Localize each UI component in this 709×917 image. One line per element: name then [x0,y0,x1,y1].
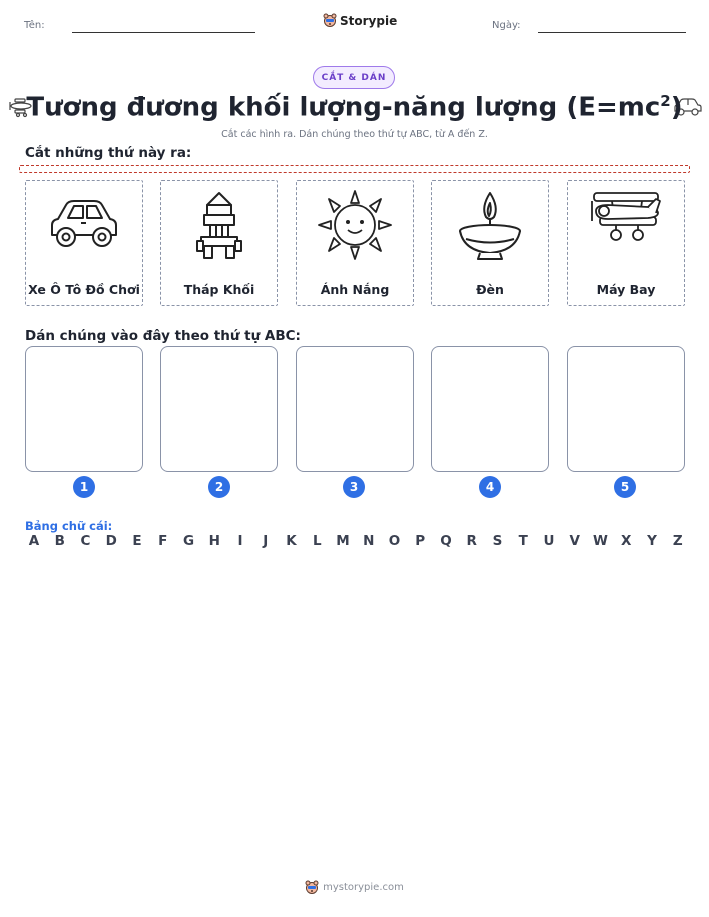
sun-icon [315,189,395,261]
airplane-icon [586,189,666,249]
paste-slot-2[interactable] [160,346,278,472]
name-line [72,32,255,33]
card-label: Đèn [476,282,504,297]
alphabet-letter: I [237,533,243,549]
storypie-mascot-icon [305,880,319,895]
page-title: Tương đương khối lượng-năng lượng $(E=mc^2)$ [26,92,683,123]
cut-line [19,165,690,173]
alphabet-letter: Y [647,533,657,549]
alphabet-letter: W [593,533,608,549]
alphabet-letter: G [182,533,195,549]
slot-number-3: 3 [343,476,365,498]
paste-slot-5[interactable] [567,346,685,472]
alphabet-letter: A [28,533,40,549]
slot-number-5: 5 [614,476,636,498]
alphabet-letter: M [336,533,350,549]
alphabet-letter: E [132,533,142,549]
alphabet-letter: Z [672,533,683,549]
storypie-mascot-icon [323,13,337,28]
toy-car-icon [44,189,124,259]
alphabet-letter: J [263,533,269,549]
alphabet-letter: S [492,533,503,549]
instructions: Cắt các hình ra. Dán chúng theo thứ tự ABC, từ A đến Z. [221,129,488,140]
footer [0,880,709,895]
paste-slot-3[interactable] [296,346,414,472]
alphabet-letter: B [54,533,65,549]
alphabet-letter: Q [440,533,452,549]
block-tower-icon [179,189,259,263]
alphabet-letter: L [312,533,322,549]
activity-badge: CẮT & DÁN [313,66,395,89]
alphabet-letter: U [543,533,555,549]
paste-slot-1[interactable] [25,346,143,472]
cut-card-airplane[interactable] [567,180,685,306]
alphabet-letter: D [105,533,117,549]
alphabet-letter: C [80,533,91,549]
card-label: Tháp Khối [183,282,255,297]
oil-lamp-icon [450,189,530,263]
cut-card-block-tower[interactable] [160,180,278,306]
cut-card-toy-car[interactable] [25,180,143,306]
cut-card-lamp[interactable] [431,180,549,306]
alphabet-letter: X [621,533,632,549]
alphabet-letter: R [466,533,477,549]
cut-section-label: Cắt những thứ này ra: [25,145,192,161]
footer-url[interactable]: mystorypie.com [323,882,404,893]
alphabet-letter: F [158,533,168,549]
slot-number-4: 4 [479,476,501,498]
brand-name: Storypie [340,13,398,28]
alphabet-letter: H [208,533,220,549]
name-label: Tên: [24,20,45,31]
card-label: Máy Bay [596,282,656,297]
alphabet-letter: P [415,533,426,549]
card-label: Xe Ô Tô Đồ Chơi [28,282,140,297]
slot-number-1: 1 [73,476,95,498]
cut-card-sunshine[interactable] [296,180,414,306]
date-label: Ngày: [492,20,521,31]
slot-number-2: 2 [208,476,230,498]
alphabet-label: Bảng chữ cái: [25,519,113,533]
alphabet-letter: O [388,533,401,549]
paste-slot-4[interactable] [431,346,549,472]
alphabet-letter: T [518,533,528,549]
alphabet-letter: K [286,533,297,549]
card-label: Ánh Nắng [320,282,390,297]
alphabet-letter: V [569,533,580,549]
alphabet-letter: N [363,533,375,549]
brand-logo [323,13,397,28]
alphabet-row [26,533,686,549]
date-line [538,32,686,33]
paste-section-label: Dán chúng vào đây theo thứ tự ABC: [25,328,301,344]
